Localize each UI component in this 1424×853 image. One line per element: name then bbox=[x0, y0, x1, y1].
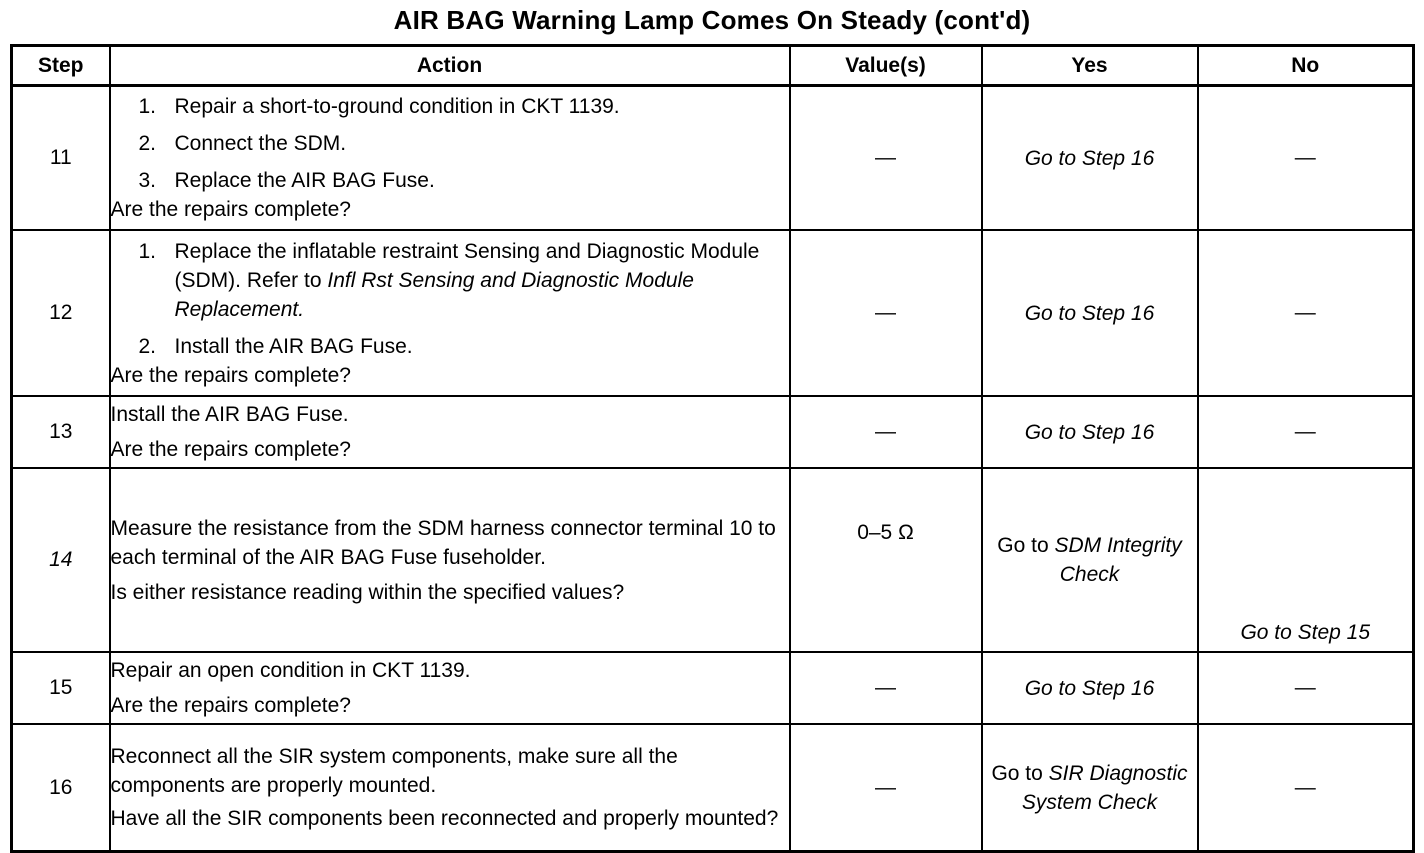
action-text: Install the AIR BAG Fuse. bbox=[110, 403, 349, 426]
action-cell bbox=[110, 724, 790, 852]
table-row bbox=[12, 86, 1414, 231]
page-title: AIR BAG Warning Lamp Comes On Steady (cont'd) bbox=[393, 5, 1031, 35]
list-number: 1. bbox=[138, 95, 157, 118]
step-number: 12 bbox=[12, 230, 110, 396]
list-item bbox=[138, 92, 789, 121]
no-cell: — bbox=[1198, 396, 1414, 468]
step-number-cell bbox=[12, 468, 110, 652]
reference-text: Infl Rst Sensing and Diagnostic Module Replacement. bbox=[174, 268, 694, 321]
action-cell bbox=[110, 468, 790, 652]
list-item bbox=[138, 166, 789, 195]
question-text: Are the repairs complete? bbox=[110, 198, 351, 221]
list-number: 2. bbox=[138, 334, 157, 358]
step-number: 14 bbox=[49, 548, 73, 571]
yes-cell: Go to Step 16 bbox=[982, 86, 1198, 231]
step-number: 11 bbox=[12, 86, 110, 231]
list-number: 3. bbox=[138, 169, 157, 192]
list-number: 2. bbox=[138, 132, 157, 155]
table-row bbox=[12, 230, 1414, 396]
action-list bbox=[111, 237, 789, 361]
value-cell: — bbox=[790, 86, 982, 231]
header-step: Step bbox=[12, 46, 110, 86]
header-row bbox=[12, 46, 1414, 86]
action-cell bbox=[110, 230, 790, 396]
list-text: Connect the SDM. bbox=[174, 132, 347, 155]
no-cell: — bbox=[1198, 86, 1414, 231]
question-text: Are the repairs complete? bbox=[110, 438, 351, 461]
action-cell bbox=[110, 652, 790, 724]
header-values: Value(s) bbox=[790, 46, 982, 86]
yes-prefix: Go to bbox=[991, 761, 1049, 785]
action-text: Repair an open condition in CKT 1139. bbox=[110, 659, 471, 682]
value-cell: — bbox=[790, 652, 982, 724]
list-text: Replace the inflatable restraint Sensing and Diagnostic Module (SDM). Refer to bbox=[174, 239, 760, 292]
list-text: Install the AIR BAG Fuse. bbox=[174, 334, 413, 358]
list-item bbox=[138, 332, 789, 361]
header-action: Action bbox=[110, 46, 790, 86]
list-item bbox=[138, 129, 789, 158]
yes-cell: Go to Step 16 bbox=[982, 230, 1198, 396]
value-cell: 0–5 Ω bbox=[790, 468, 982, 652]
yes-cell bbox=[982, 724, 1198, 852]
table-row bbox=[12, 468, 1414, 652]
question-text: Have all the SIR components been reconnected and properly mounted? bbox=[110, 807, 779, 830]
action-cell bbox=[110, 396, 790, 468]
yes-cell bbox=[982, 468, 1198, 652]
header-yes: Yes bbox=[982, 46, 1198, 86]
list-text: Repair a short-to-ground condition in CKT 1139. bbox=[174, 95, 620, 118]
value-cell: — bbox=[790, 396, 982, 468]
table-row bbox=[12, 724, 1414, 852]
header-no: No bbox=[1198, 46, 1414, 86]
list-item bbox=[138, 237, 789, 324]
action-text: Reconnect all the SIR system components, make sure all the components are properly mounted. bbox=[110, 745, 678, 797]
no-cell: Go to Step 15 bbox=[1198, 468, 1414, 652]
action-list bbox=[111, 92, 789, 195]
list-text: Replace the AIR BAG Fuse. bbox=[174, 169, 435, 192]
diagnostic-table bbox=[10, 44, 1415, 853]
question-text: Is either resistance reading within the specified values? bbox=[110, 580, 625, 604]
step-number: 13 bbox=[12, 396, 110, 468]
list-number: 1. bbox=[138, 239, 157, 263]
yes-reference: SDM Integrity Check bbox=[1054, 534, 1182, 586]
table-row bbox=[12, 652, 1414, 724]
question-text: Are the repairs complete? bbox=[110, 363, 351, 387]
yes-reference: SIR Diagnostic System Check bbox=[1021, 761, 1188, 814]
step-number: 15 bbox=[12, 652, 110, 724]
action-text: Measure the resistance from the SDM harness connector terminal 10 to each terminal of the AIR BAG Fuse fuseholder. bbox=[110, 516, 776, 569]
step-number: 16 bbox=[12, 724, 110, 852]
no-cell: — bbox=[1198, 230, 1414, 396]
action-cell bbox=[110, 86, 790, 231]
value-cell: — bbox=[790, 230, 982, 396]
value-cell: — bbox=[790, 724, 982, 852]
yes-cell: Go to Step 16 bbox=[982, 652, 1198, 724]
no-cell: — bbox=[1198, 652, 1414, 724]
table-row bbox=[12, 396, 1414, 468]
question-text: Are the repairs complete? bbox=[110, 694, 351, 717]
yes-prefix: Go to bbox=[997, 534, 1055, 557]
no-cell: — bbox=[1198, 724, 1414, 852]
yes-cell: Go to Step 16 bbox=[982, 396, 1198, 468]
